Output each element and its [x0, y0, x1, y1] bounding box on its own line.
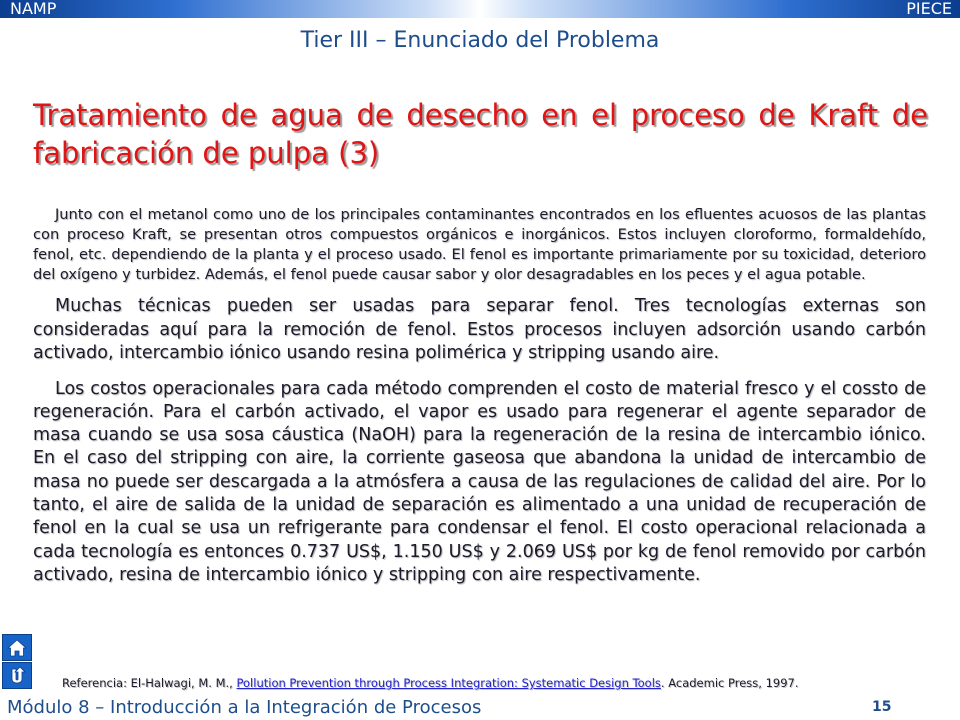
paragraph-2: Muchas técnicas pueden ser usadas para separar fenol. Tres tecnologías externas son consideradas aquí para la remoción de fenol. Estos procesos incluyen adsorción usando carbón activado, intercambio iónico usando resina polimérica y stripping usando aire. [33, 296, 926, 363]
module-label: Módulo 8 – Introducción a la Integración de Procesos [7, 697, 482, 718]
tier-heading: Tier III – Enunciado del Problema [300, 28, 660, 53]
piece-brand: PIECE [906, 0, 952, 18]
namp-brand: NAMP [10, 0, 57, 18]
home-button[interactable] [2, 634, 32, 661]
home-icon [6, 638, 28, 658]
page-number: 15 [872, 699, 892, 715]
top-banner [0, 0, 960, 18]
body-text [33, 205, 926, 587]
reference-prefix: Referencia: El-Halwagi, M. M., [62, 676, 237, 690]
paragraph-3: Los costos operacionales para cada método comprenden el costo de material fresco y el cossto de regeneración. Para el carbón activado, el vapor es usado para regenerar el agente separador de masa cuando se usa sosa cáustica (NaOH) para la regeneración de la resina de intercambio iónico. En el caso del stripping con aire, la corriente gaseosa que abandona la unidad de intercambio de masa no puede ser descargada a la atmósfera a causa de las regulaciones de calidad del aire. Por lo tanto, el aire de salida de la unidad de separación es alimentado a una unidad de recuperación de fenol en la cual se usa un refrigerante para condensar el fenol. El costo operacional relacionada a cada tecnología es entonces 0.737 US$, 1.150 US$ y 2.069 US$ por kg de fenol removido por carbón activado, resina de intercambio iónico y stripping con aire respectivamente. [33, 378, 926, 585]
reference-link[interactable]: Pollution Prevention through Process Integration: Systematic Design Tools [236, 676, 661, 690]
paragraph-1: Junto con el metanol como uno de los principales contaminantes encontrados en los efluentes acuosos de las plantas con proceso Kraft, se presentan otros compuestos orgánicos e inorgánicos. Estos incluyen cloroformo, formaldehído, fenol, etc. dependiendo de la planta y el proceso usado. El fenol es importante primariamente por su toxicidad, deterioro del oxígeno y turbidez. Además, el fenol puede causar sabor y olor desagradables en los peces y el agua potable. [33, 206, 926, 283]
reference-note [62, 676, 932, 690]
return-button[interactable] [2, 662, 32, 689]
return-arrow-icon [6, 666, 28, 686]
reference-suffix: . Academic Press, 1997. [660, 676, 799, 690]
slide-title: Tratamiento de agua de desecho en el proceso de Kraft de fabricación de pulpa (3) [33, 98, 928, 170]
